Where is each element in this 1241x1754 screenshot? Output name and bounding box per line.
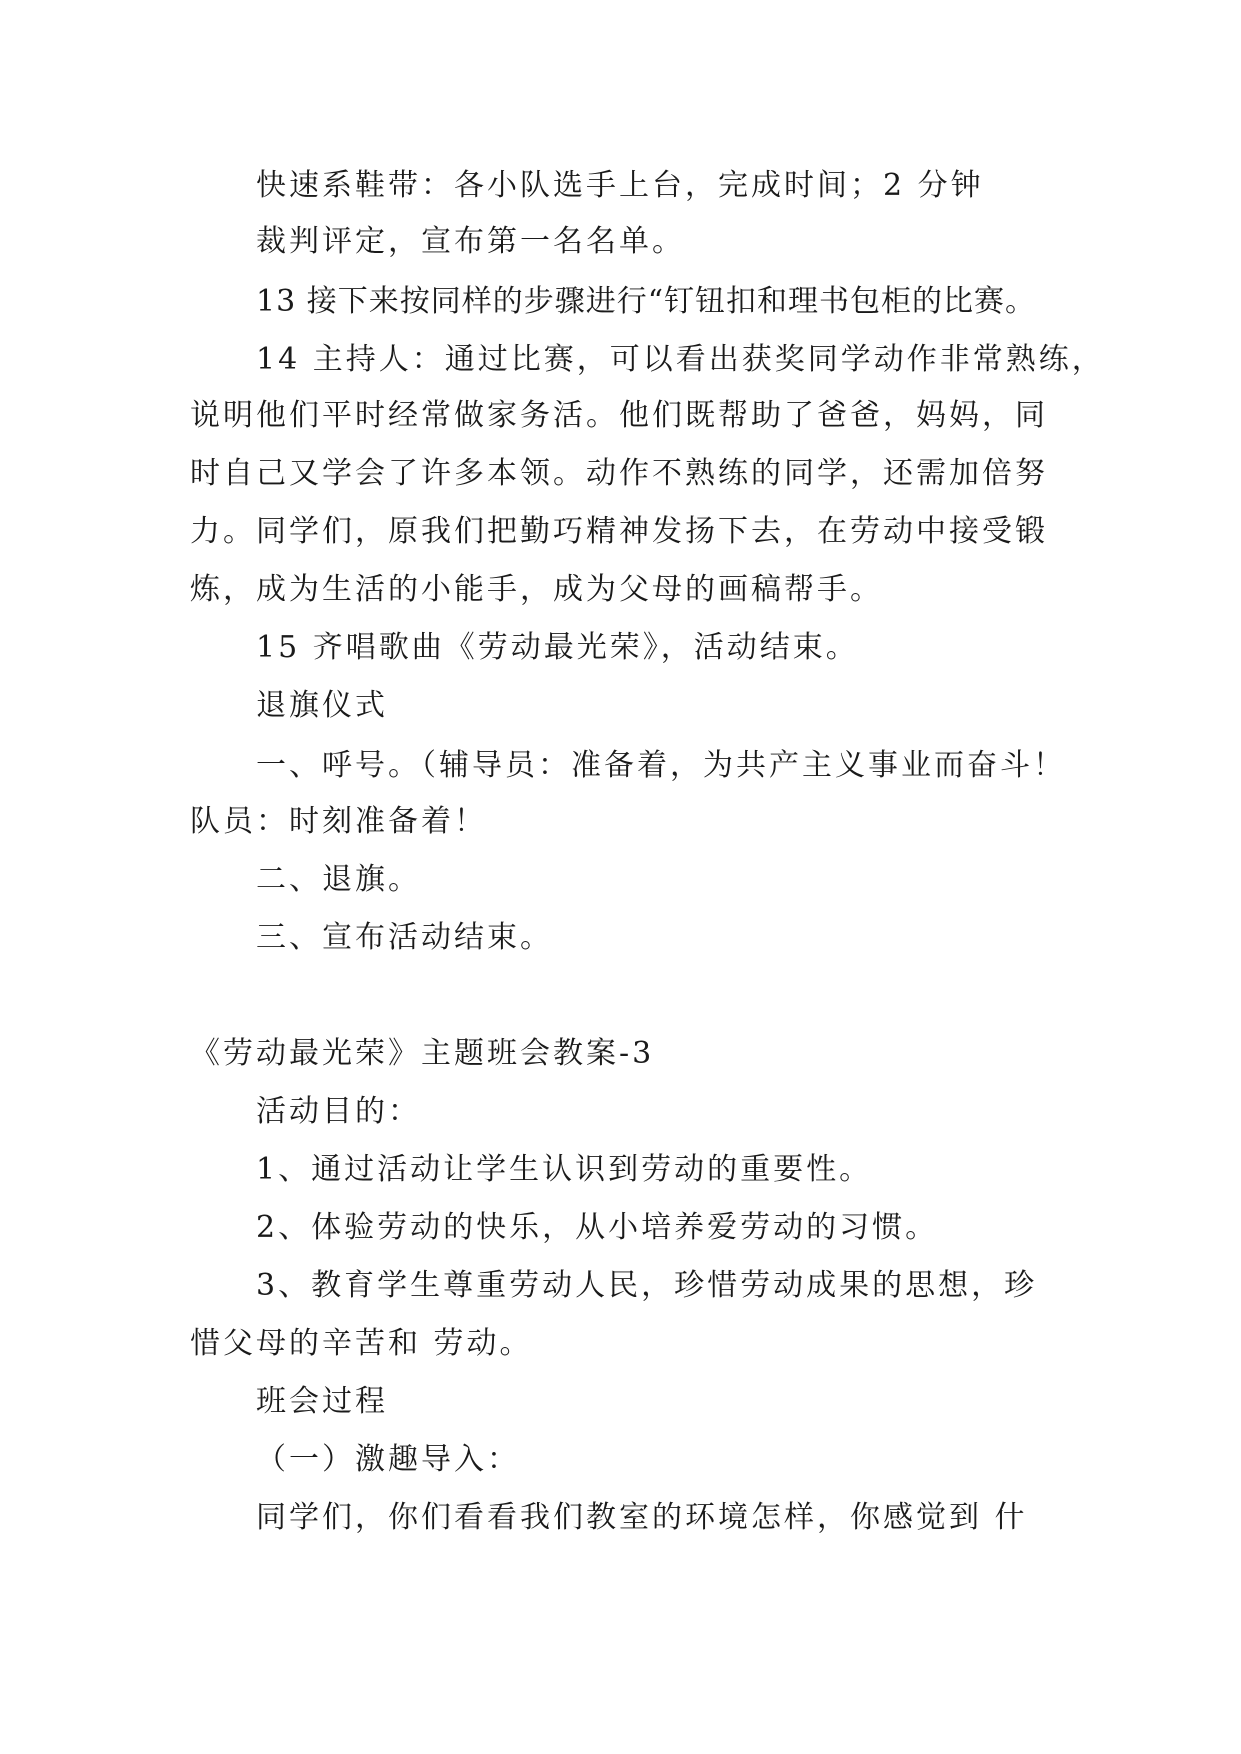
text-line: 炼，成为生活的小能手，成为父母的画稿帮手。	[190, 572, 883, 607]
text-line: 裁判评定，宣布第一名名单。	[256, 224, 685, 259]
section-heading: 退旗仪式	[256, 688, 388, 723]
text-line: 同学们，你们看看我们教室的环境怎样，你感觉到 什	[256, 1500, 1028, 1535]
text-line: 说明他们平时经常做家务活。他们既帮助了爸爸，妈妈，同	[190, 398, 1048, 433]
section-heading: 班会过程	[256, 1384, 388, 1419]
text-line: 15 齐唱歌曲《劳动最光荣》，活动结束。	[256, 630, 859, 665]
text-line: 快速系鞋带：各小队选手上台，完成时间；2 分钟	[256, 168, 984, 203]
text-line: 2、体验劳动的快乐，从小培养爱劳动的习惯。	[256, 1210, 939, 1245]
text-line: 3、教育学生尊重劳动人民，珍惜劳动成果的思想，珍	[256, 1268, 1038, 1303]
text-line: 一、呼号。（辅导员：准备着，为共产主义事业而奋斗！	[256, 748, 1066, 783]
text-line: 队员：时刻准备着！	[190, 804, 487, 839]
text-line: 三、宣布活动结束。	[256, 920, 553, 955]
text-line: 14 主持人：通过比赛，可以看出获奖同学动作非常熟练，	[256, 342, 1105, 377]
document-title: 《劳动最光荣》主题班会教案-3	[190, 1036, 655, 1071]
text-line: 力。同学们，原我们把勤巧精神发扬下去，在劳动中接受锻	[190, 514, 1048, 549]
section-heading: （一）激趣导入：	[256, 1442, 520, 1477]
text-line: 二、退旗。	[256, 862, 421, 897]
section-heading: 活动目的：	[256, 1094, 421, 1129]
text-line: 时自己又学会了许多本领。动作不熟练的同学，还需加倍努	[190, 456, 1048, 491]
text-line: 13 接下来按同样的步骤进行“钉钮扣和理书包柜的比赛。	[256, 284, 1037, 319]
text-line: 惜父母的辛苦和 劳动。	[190, 1326, 533, 1361]
text-line: 1、通过活动让学生认识到劳动的重要性。	[256, 1152, 873, 1187]
